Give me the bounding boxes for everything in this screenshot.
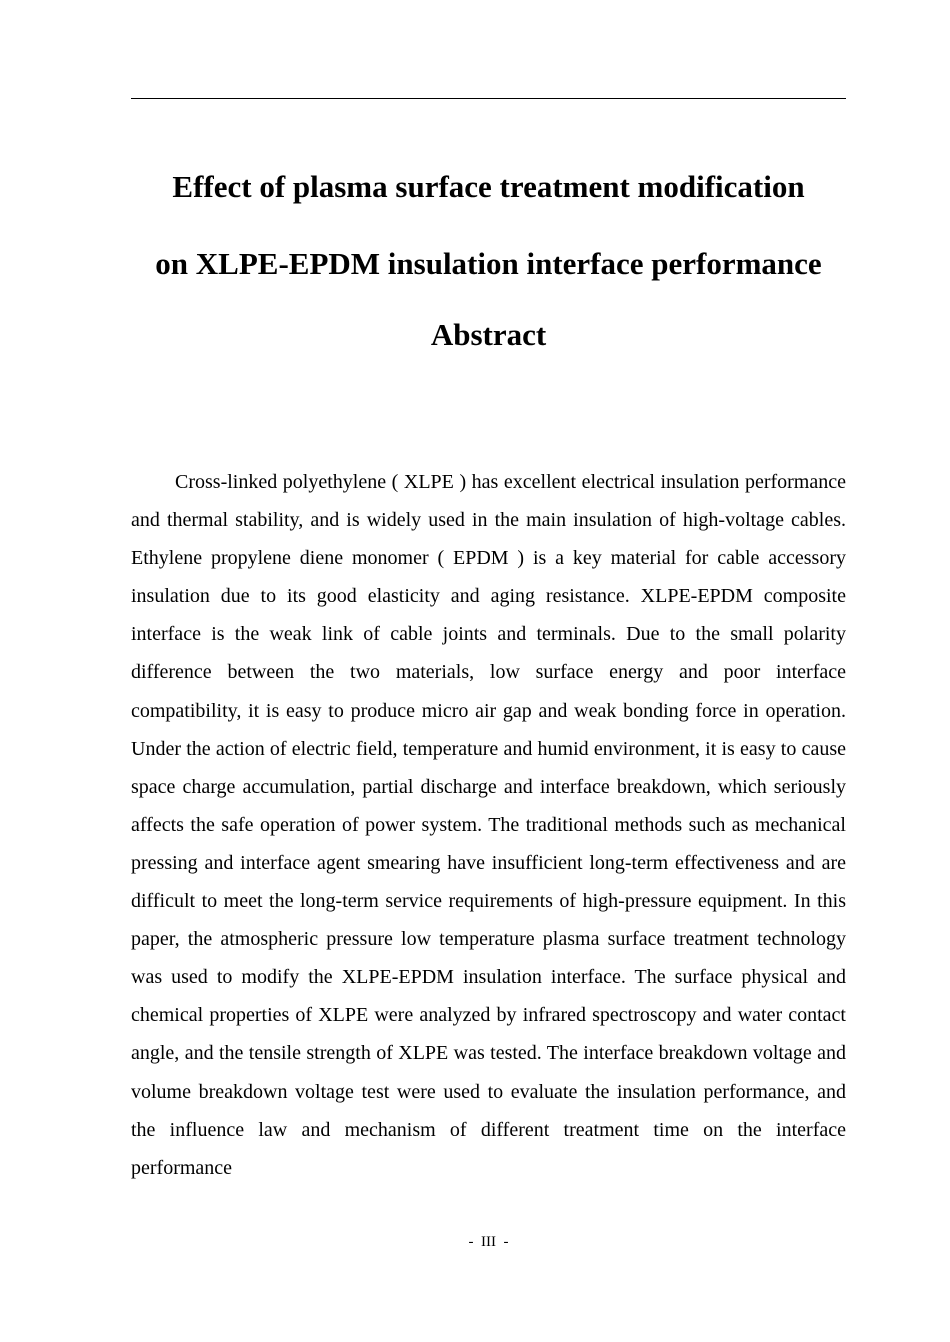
title-line-1: Effect of plasma surface treatment modification xyxy=(172,169,805,204)
page-number: - III - xyxy=(468,1234,509,1250)
paper-title xyxy=(131,148,846,302)
title-line-2: on XLPE-EPDM insulation interface performance xyxy=(155,246,822,281)
abstract-body: Cross-linked polyethylene ( XLPE ) has excellent electrical insulation performance and thermal stability, and is widely used in the main insulation of high-voltage cables. Ethylene propylene diene monomer ( EPDM ) is a key material for cable accessory insulation due to its good elasticity and aging resistance. XLPE-EPDM composite interface is the weak link of cable joints and terminals. Due to the small polarity difference between the two materials, low surface energy and poor interface compatibility, it is easy to produce micro air gap and weak bonding force in operation. Under the action of electric field, temperature and humid environment, it is easy to cause space charge accumulation, partial discharge and interface breakdown, which seriously affects the safe operation of power system. The traditional methods such as mechanical pressing and interface agent smearing have insufficient long-term effectiveness and are difficult to meet the long-term service requirements of high-pressure equipment. In this paper, the atmospheric pressure low temperature plasma surface treatment technology was used to modify the XLPE-EPDM insulation interface. The surface physical and chemical properties of XLPE were analyzed by infrared spectroscopy and water contact angle, and the tensile strength of XLPE was tested. The interface breakdown voltage and volume breakdown voltage test were used to evaluate the insulation performance, and the influence law and mechanism of different treatment time on the interface performance xyxy=(131,471,846,1179)
abstract-heading: Abstract xyxy=(430,317,547,352)
header-rule xyxy=(131,98,846,99)
